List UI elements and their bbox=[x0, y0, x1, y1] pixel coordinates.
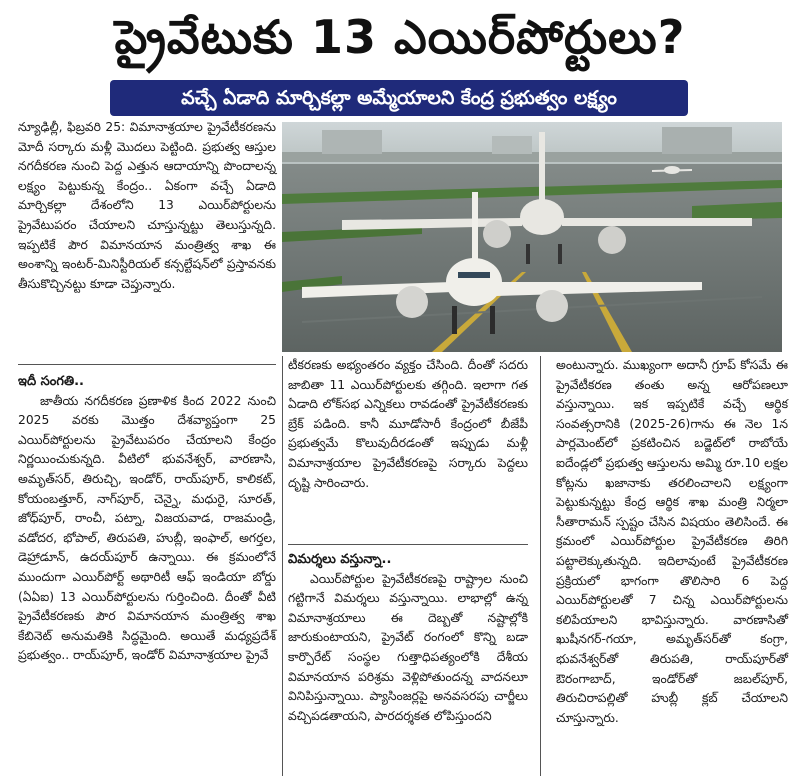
column-two-top-text: టీకరణకు అభ్యంతరం వ్యక్తం చేసింది. దీంతో సదరు జాబితా 11 ఎయిర్‌పోర్టులకు తగ్గింది. ఇలాగా గత ఏడాది లోక్‌సభ ఎన్నికలు రావడంతో ప్రైవేటీకరణకు బ్రేక్ పడింది. కానీ మూడోసారీ కేంద్రంలో బీజేపీ ప్రభుత్వమే కొలువుదీరడంతో ఇప్పుడు మళ్లీ విమానాశ్రయాల ప్రైవేటీకరణపై సర్కారు పెద్దలు దృష్టి సారించారు. bbox=[288, 358, 528, 490]
column-rule bbox=[540, 356, 541, 776]
section-criticism bbox=[288, 550, 528, 726]
column-two-top bbox=[288, 356, 528, 493]
news-photo-airplanes bbox=[282, 122, 782, 352]
deck-banner bbox=[110, 80, 688, 116]
column-three bbox=[556, 356, 788, 728]
section-background bbox=[18, 372, 276, 666]
section-title: ఇదీ సంగతి.. bbox=[18, 374, 84, 389]
divider bbox=[18, 364, 276, 365]
intro-paragraph bbox=[18, 118, 276, 294]
divider bbox=[288, 544, 528, 545]
deck-text: వచ్చే ఏడాది మార్చికల్లా అమ్మేయాలని కేంద్ర ప్రభుత్వం లక్ష్యం bbox=[181, 87, 617, 109]
section-title: విమర్శలు వస్తున్నా.. bbox=[288, 552, 392, 567]
section-body: జాతీయ నగదీకరణ ప్రణాళిక కింద 2022 నుంచి 2025 వరకు మొత్తం దేశవ్యాప్తంగా 25 ఎయిర్‌పోర్టులను ప్రైవేటుపరం చేయాలని కేంద్రం నిర్ణయించుకున్నది. వీటిలో భువనేశ్వర్, వారణాసి, అమృత్‌సర్, తిరుచ్చి, ఇండోర్, రాయ్‌పూర్, కాలికట్, కోయంబత్తూర్, నాగ్‌పూర్, చెన్నై, మధురై, సూరత్, జోధ్‌పూర్, రాంచీ, పట్నా, విజయవాడ, రాజమండ్రి, వడోదర, భోపాల్, తిరుపతి, హుబ్లీ, ఇంఫాల్, అగర్తల, డెహ్రాడూన్, ఉదయ్‌పూర్ ఉన్నాయి. ఈ క్రమంలోనే ముందుగా ఎయిర్‌పోర్ట్ అథారిటీ ఆఫ్ ఇండియా బోర్డు (ఏఏఐ) 13 ఎయిర్‌పోర్టులను గుర్తించింది. దీంతో వీటి ప్రైవేటీకరణకు పౌర విమానయాన మంత్రిత్వ శాఖ కేబినెట్ అనుమతికి సిద్ధమైంది. అయితే మధ్యప్రదేశ్ ప్రభుత్వం.. రాయ్‌పూర్, ఇండోర్ విమానాశ్రయాల ప్రైవే bbox=[18, 393, 276, 663]
intro-text: న్యూఢిల్లీ, ఫిబ్రవరి 25: విమానాశ్రయాల ప్రైవేటీకరణను మోదీ సర్కారు మళ్లీ మొదలు పెట్టింది. ప్రభుత్వ ఆస్తుల నగదీకరణ నుంచి పెద్ద ఎత్తున ఆదాయాన్ని పొందాలన్న లక్ష్యం పెట్టుకున్న కేంద్రం.. ఏకంగా వచ్చే ఏడాది మార్చికల్లా దేశంలోని 13 ఎయిర్‌పోర్టులను ప్రైవేటుపరం చేయాలని చూస్తున్నట్టు తెలుస్తున్నది. ఇప్పటికే పౌర విమానయాన మంత్రిత్వ శాఖ ఈ అంశాన్ని ఇంటర్-మినిస్టీరియల్ కన్సల్టేషన్‌లో ప్రస్తావనకు తీసుకొచ్చినట్టు కూడా చెప్తున్నారు. bbox=[18, 120, 276, 291]
headline: ప్రైవేటుకు 13 ఎయిర్‌పోర్టులు? bbox=[114, 10, 686, 64]
column-rule bbox=[282, 356, 283, 776]
section-body: ఎయిర్‌పోర్టుల ప్రైవేటీకరణపై రాష్ట్రాల నుంచి గట్టిగానే విమర్శలు వస్తున్నాయి. లాభాల్లో ఉన్న విమానాశ్రయాలు ఈ దెబ్బతో నష్టాల్లోకి జారుకుంటాయని, ప్రైవేట్ రంగంలో కొన్ని బడా కార్పొరేట్ సంస్థల గుత్తాధిపత్యంలోకి దేశీయ విమానయాన పరిశ్రమ వెళ్లిపోతుందన్న వాదనలూ వినిపిస్తున్నాయి. ప్యాసింజర్లపై అనవసరపు చార్జీలు వచ్చిపడతాయని, పారదర్శకత లోపిస్తుందని bbox=[288, 571, 528, 723]
column-three-text: అంటున్నారు. ముఖ్యంగా అదానీ గ్రూప్ కోసమే ఈ ప్రైవేటీకరణ తంతు అన్న ఆరోపణలూ వస్తున్నాయి. ఇక ఇప్పటికే వచ్చే ఆర్థిక సంవత్సరానికి (2025-26)గాను ఈ నెల 1న పార్లమెంట్‌లో ప్రకటించిన బడ్జెట్‌లో రాబోయే ఐదేండ్లలో ప్రభుత్వ ఆస్తులను అమ్మి రూ.10 లక్షల కోట్లను ఖజానాకు తరలించాలని లక్ష్యంగా పెట్టుకున్నట్టు కేంద్ర ఆర్థిక శాఖ మంత్రి నిర్మలా సీతారామన్ స్పష్టం చేసిన విషయం తెలిసిందే. ఈ క్రమంలో ఎయిర్‌పోర్టుల ప్రైవేటీకరణ తిరిగి పట్టాలెక్కుతున్నది. ఇదిలావుంటే ప్రైవేటీకరణ ప్రక్రియలో భాగంగా తొలిసారి 6 పెద్ద ఎయిర్‌పోర్టులతో 7 చిన్న ఎయిర్‌పోర్టులను కలిపేయాలని భావిస్తున్నారు. వారణాసితో ఖుషీనగర్-గయా, అమృత్‌సర్‌తో కంగ్రా, భువనేశ్వర్‌తో తిరుపతి, రాయ్‌పూర్‌తో ఔరంగాబాద్, ఇండోర్‌తో జబల్‌పూర్, తిరుచిరాపల్లితో హుబ్లీ క్లబ్ చేయాలని చూస్తున్నారు. bbox=[556, 358, 788, 725]
